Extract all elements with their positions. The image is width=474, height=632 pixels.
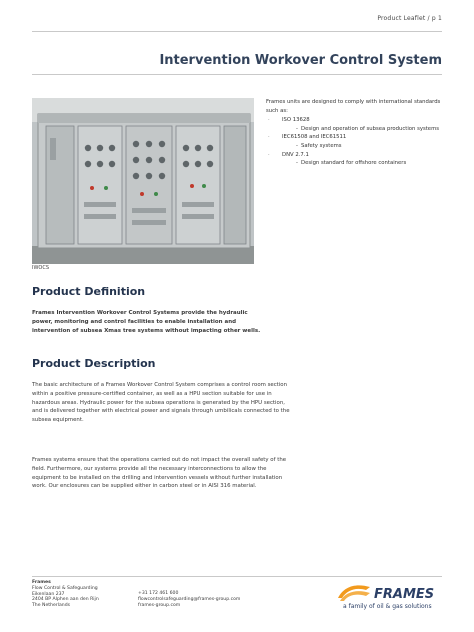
bullet-icon: · — [268, 134, 270, 141]
standard-name: IEC61508 and IEC61511 — [282, 134, 347, 141]
standard-detail: - Design and operation of subsea production systems — [296, 125, 439, 132]
standard-detail: - Design standard for offshore containers — [296, 160, 407, 167]
footer-website[interactable]: frames-group.com — [138, 602, 181, 608]
leaflet-page-label: Product Leaflet / p 1 — [377, 15, 442, 22]
compliance-intro: Frames units are designed to comply with international standards such as: — [266, 99, 441, 114]
bullet-icon: · — [268, 151, 270, 158]
standard-detail: - Safety systems — [296, 142, 342, 149]
standard-item — [266, 133, 446, 142]
dash-icon: - — [296, 125, 298, 132]
document-title: Intervention Workover Control System — [159, 53, 442, 68]
footer-company-address: Frames Flow Control & Safeguarding Eikenlaan 237 2404 BP Alphen aan den Rijn The Netherlands — [32, 580, 99, 609]
description-heading: Product Description — [32, 357, 156, 370]
frames-logo — [336, 581, 444, 603]
description-paragraph: Frames systems ensure that the operations carried out do not impact the overall safety of the field. Furthermore, our systems provide all the necessary interconnections to allow the equipment to be installed on the drilling and intervention vessels without further installation work. Our enclosures can be supplied either in carbon steel or in AISI 316 material. — [32, 457, 287, 490]
footer-contact — [138, 591, 240, 608]
product-photo — [32, 98, 254, 264]
standard-item — [266, 151, 446, 160]
compliance-list — [266, 98, 446, 168]
brand-tagline: a family of oil & gas solutions — [343, 603, 432, 610]
footer-rule — [32, 576, 442, 577]
standard-item — [266, 116, 446, 125]
dash-icon: - — [296, 160, 298, 167]
dash-icon: - — [296, 142, 298, 149]
photo-caption: IWOCS — [32, 265, 50, 271]
frames-wordmark: FRAMES — [374, 587, 435, 602]
bullet-icon: · — [268, 117, 270, 124]
standard-name: ISO 13628 — [282, 117, 310, 124]
header-rule-bottom — [32, 74, 442, 75]
footer-email[interactable]: flowcontrolsafeguarding@frames-group.com — [138, 596, 241, 602]
definition-heading: Product Definition — [32, 285, 146, 298]
definition-text: Frames Intervention Workover Control Systems provide the hydraulic power, monitoring and control facilities to enable installation and intervention of subsea Xmas tree systems without impacting other wells. — [32, 310, 261, 334]
description-paragraph: The basic architecture of a Frames Workover Control System comprises a control room section within a positive pressure-certified container, as well as a HPU section suitable for use in hazardous areas. Hydraulic power for the subsea operations is generated by the HPU section, and is delivered together with electrical power and signals through umbilicals connected to the subsea equipment. — [32, 382, 290, 424]
standard-name: DNV 2.7.1 — [282, 151, 309, 158]
header-rule-top — [32, 31, 442, 32]
footer-phone: +31 172 461 600 — [138, 591, 179, 596]
